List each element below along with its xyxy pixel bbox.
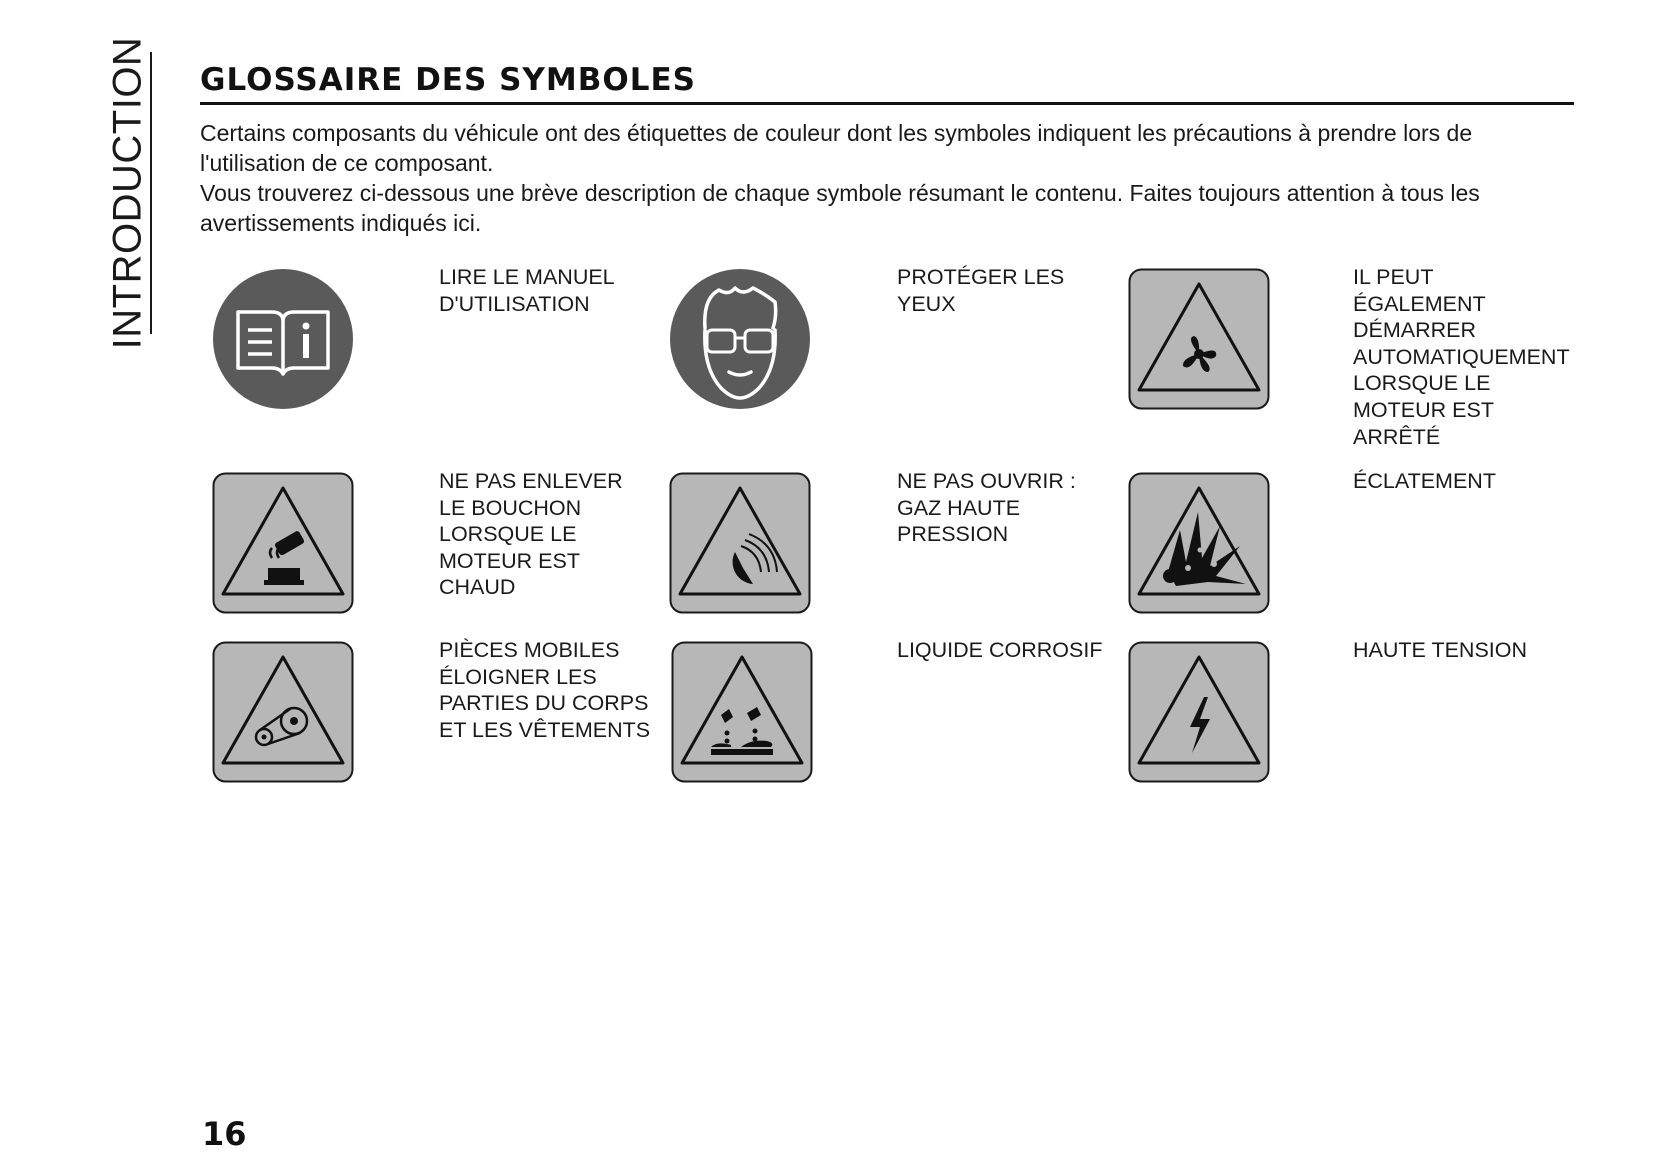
page-number: 16	[202, 1115, 247, 1153]
read-manual-icon	[212, 268, 354, 410]
hot-cap-warning-icon	[212, 472, 354, 614]
intro-text	[200, 118, 1580, 238]
page-title: GLOSSAIRE DES SYMBOLES	[200, 62, 696, 98]
symbol-label-read-manual: LIRE LE MANUEL D'UTILISATION	[439, 265, 615, 316]
moving-parts-warning-icon	[212, 641, 354, 783]
symbol-label-explosion: ÉCLATEMENT	[1353, 469, 1496, 493]
intro-paragraph-1: Certains composants du véhicule ont des étiquettes de couleur dont les symboles indiquent les précautions à prendre lors de l'utilisation de ce composant.	[200, 120, 1473, 176]
symbol-label-protect-eyes: PROTÉGER LES YEUX	[897, 265, 1065, 316]
symbol-label-fan-warning: IL PEUT ÉGALEMENT DÉMARRER AUTOMATIQUEMENT LORSQUE LE MOTEUR EST ARRÊTÉ	[1353, 265, 1570, 449]
high-pressure-gas-warning-icon	[669, 472, 811, 614]
symbol-label-corrosive-liquid: LIQUIDE CORROSIF	[897, 638, 1103, 662]
explosion-warning-icon	[1128, 472, 1270, 614]
section-tab-label: INTRODUCTION	[105, 36, 150, 350]
symbol-label-hot-cap: NE PAS ENLEVER LE BOUCHON LORSQUE LE MOTEUR EST CHAUD	[439, 469, 623, 600]
title-divider	[200, 102, 1574, 105]
fan-warning-icon	[1128, 268, 1270, 410]
symbol-label-high-voltage: HAUTE TENSION	[1353, 638, 1528, 662]
protect-eyes-icon	[669, 268, 811, 410]
corrosive-liquid-warning-icon	[671, 641, 813, 783]
high-voltage-warning-icon	[1128, 641, 1270, 783]
symbol-label-high-pressure-gas: NE PAS OUVRIR : GAZ HAUTE PRESSION	[897, 469, 1076, 547]
symbol-label-moving-parts: PIÈCES MOBILES ÉLOIGNER LES PARTIES DU CORPS ET LES VÊTEMENTS	[439, 638, 651, 742]
intro-paragraph-2: Vous trouverez ci-dessous une brève description de chaque symbole résumant le contenu. Faites toujours attention à tous les avertissements indiqués ici.	[200, 180, 1480, 236]
